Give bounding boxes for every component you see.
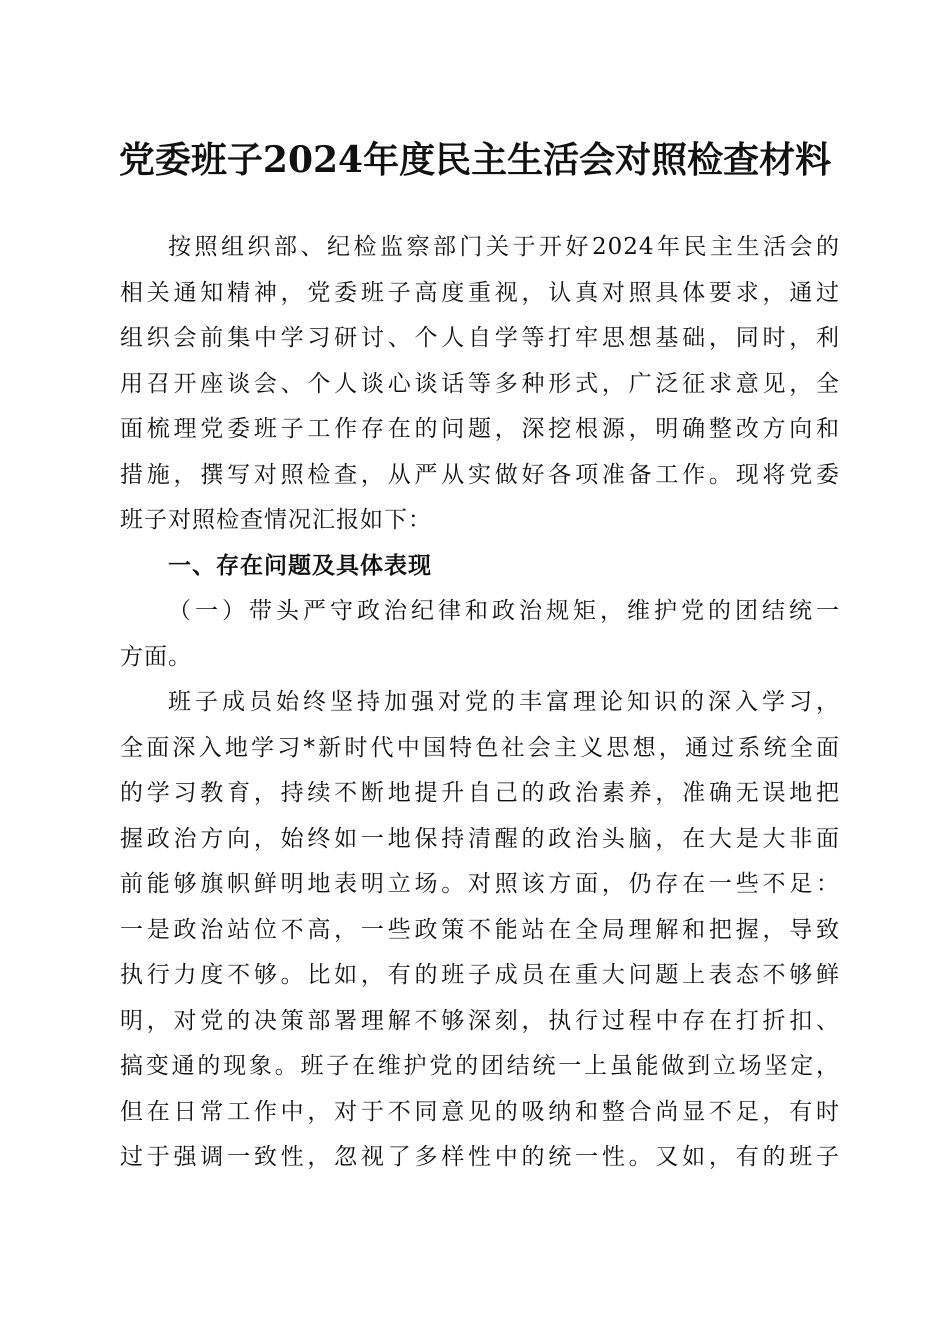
paragraph-line: 但在日常工作中，对于不同意见的吸纳和整合尚显不足，有时 [120,1098,840,1125]
paragraph-line: 按照组织部、纪检监察部门关于开好2024年民主生活会的 [168,234,840,260]
document-body [120,225,840,1181]
section-heading: 一、存在问题及具体表现 [168,552,432,579]
paragraph-line: 过于强调一致性，忽视了多样性中的统一性。又如，有的班子 [120,1144,840,1170]
paragraph-line: 面梳理党委班子工作存在的问题，深挖根源，明确整改方向和 [120,416,840,442]
paragraph-line: 握政治方向，始终如一地保持清醒的政治头脑，在大是大非面 [120,825,840,852]
paragraph-line: 搞变通的现象。班子在维护党的团结统一上虽能做到立场坚定， [120,1053,840,1079]
paragraph-line: 执行力度不够。比如，有的班子成员在重大问题上表态不够鲜 [120,962,840,988]
subsection-heading: 方面。 [120,643,192,670]
paragraph-line: 组织会前集中学习研讨、个人自学等打牢思想基础，同时，利 [120,325,840,351]
paragraph-line: 全面深入地学习*新时代中国特色社会主义思想，通过系统全面 [120,734,840,761]
paragraph-line: 班子对照检查情况汇报如下： [120,507,432,533]
paragraph-line: 用召开座谈会、个人谈心谈话等多种形式，广泛征求意见，全 [120,370,840,397]
paragraph-line: 班子成员始终坚持加强对党的丰富理论知识的深入学习， [168,689,840,715]
paragraph-line: 的学习教育，持续不断地提升自己的政治素养，准确无误地把 [120,780,840,806]
paragraph-line: 措施，撰写对照检查，从严从实做好各项准备工作。现将党委 [120,461,840,488]
subsection-heading: （一）带头严守政治纪律和政治规矩，维护党的团结统一 [168,598,840,624]
paragraph-line: 相关通知精神，党委班子高度重视，认真对照具体要求，通过 [120,279,840,306]
paragraph-line: 前能够旗帜鲜明地表明立场。对照该方面，仍存在一些不足： [120,871,840,897]
document-title: 党委班子2024年度民主生活会对照检查材料 [118,139,832,181]
paragraph-line: 一是政治站位不高，一些政策不能站在全局理解和把握，导致 [120,916,840,943]
paragraph-line: 明，对党的决策部署理解不够深刻，执行过程中存在打折扣、 [120,1007,840,1034]
